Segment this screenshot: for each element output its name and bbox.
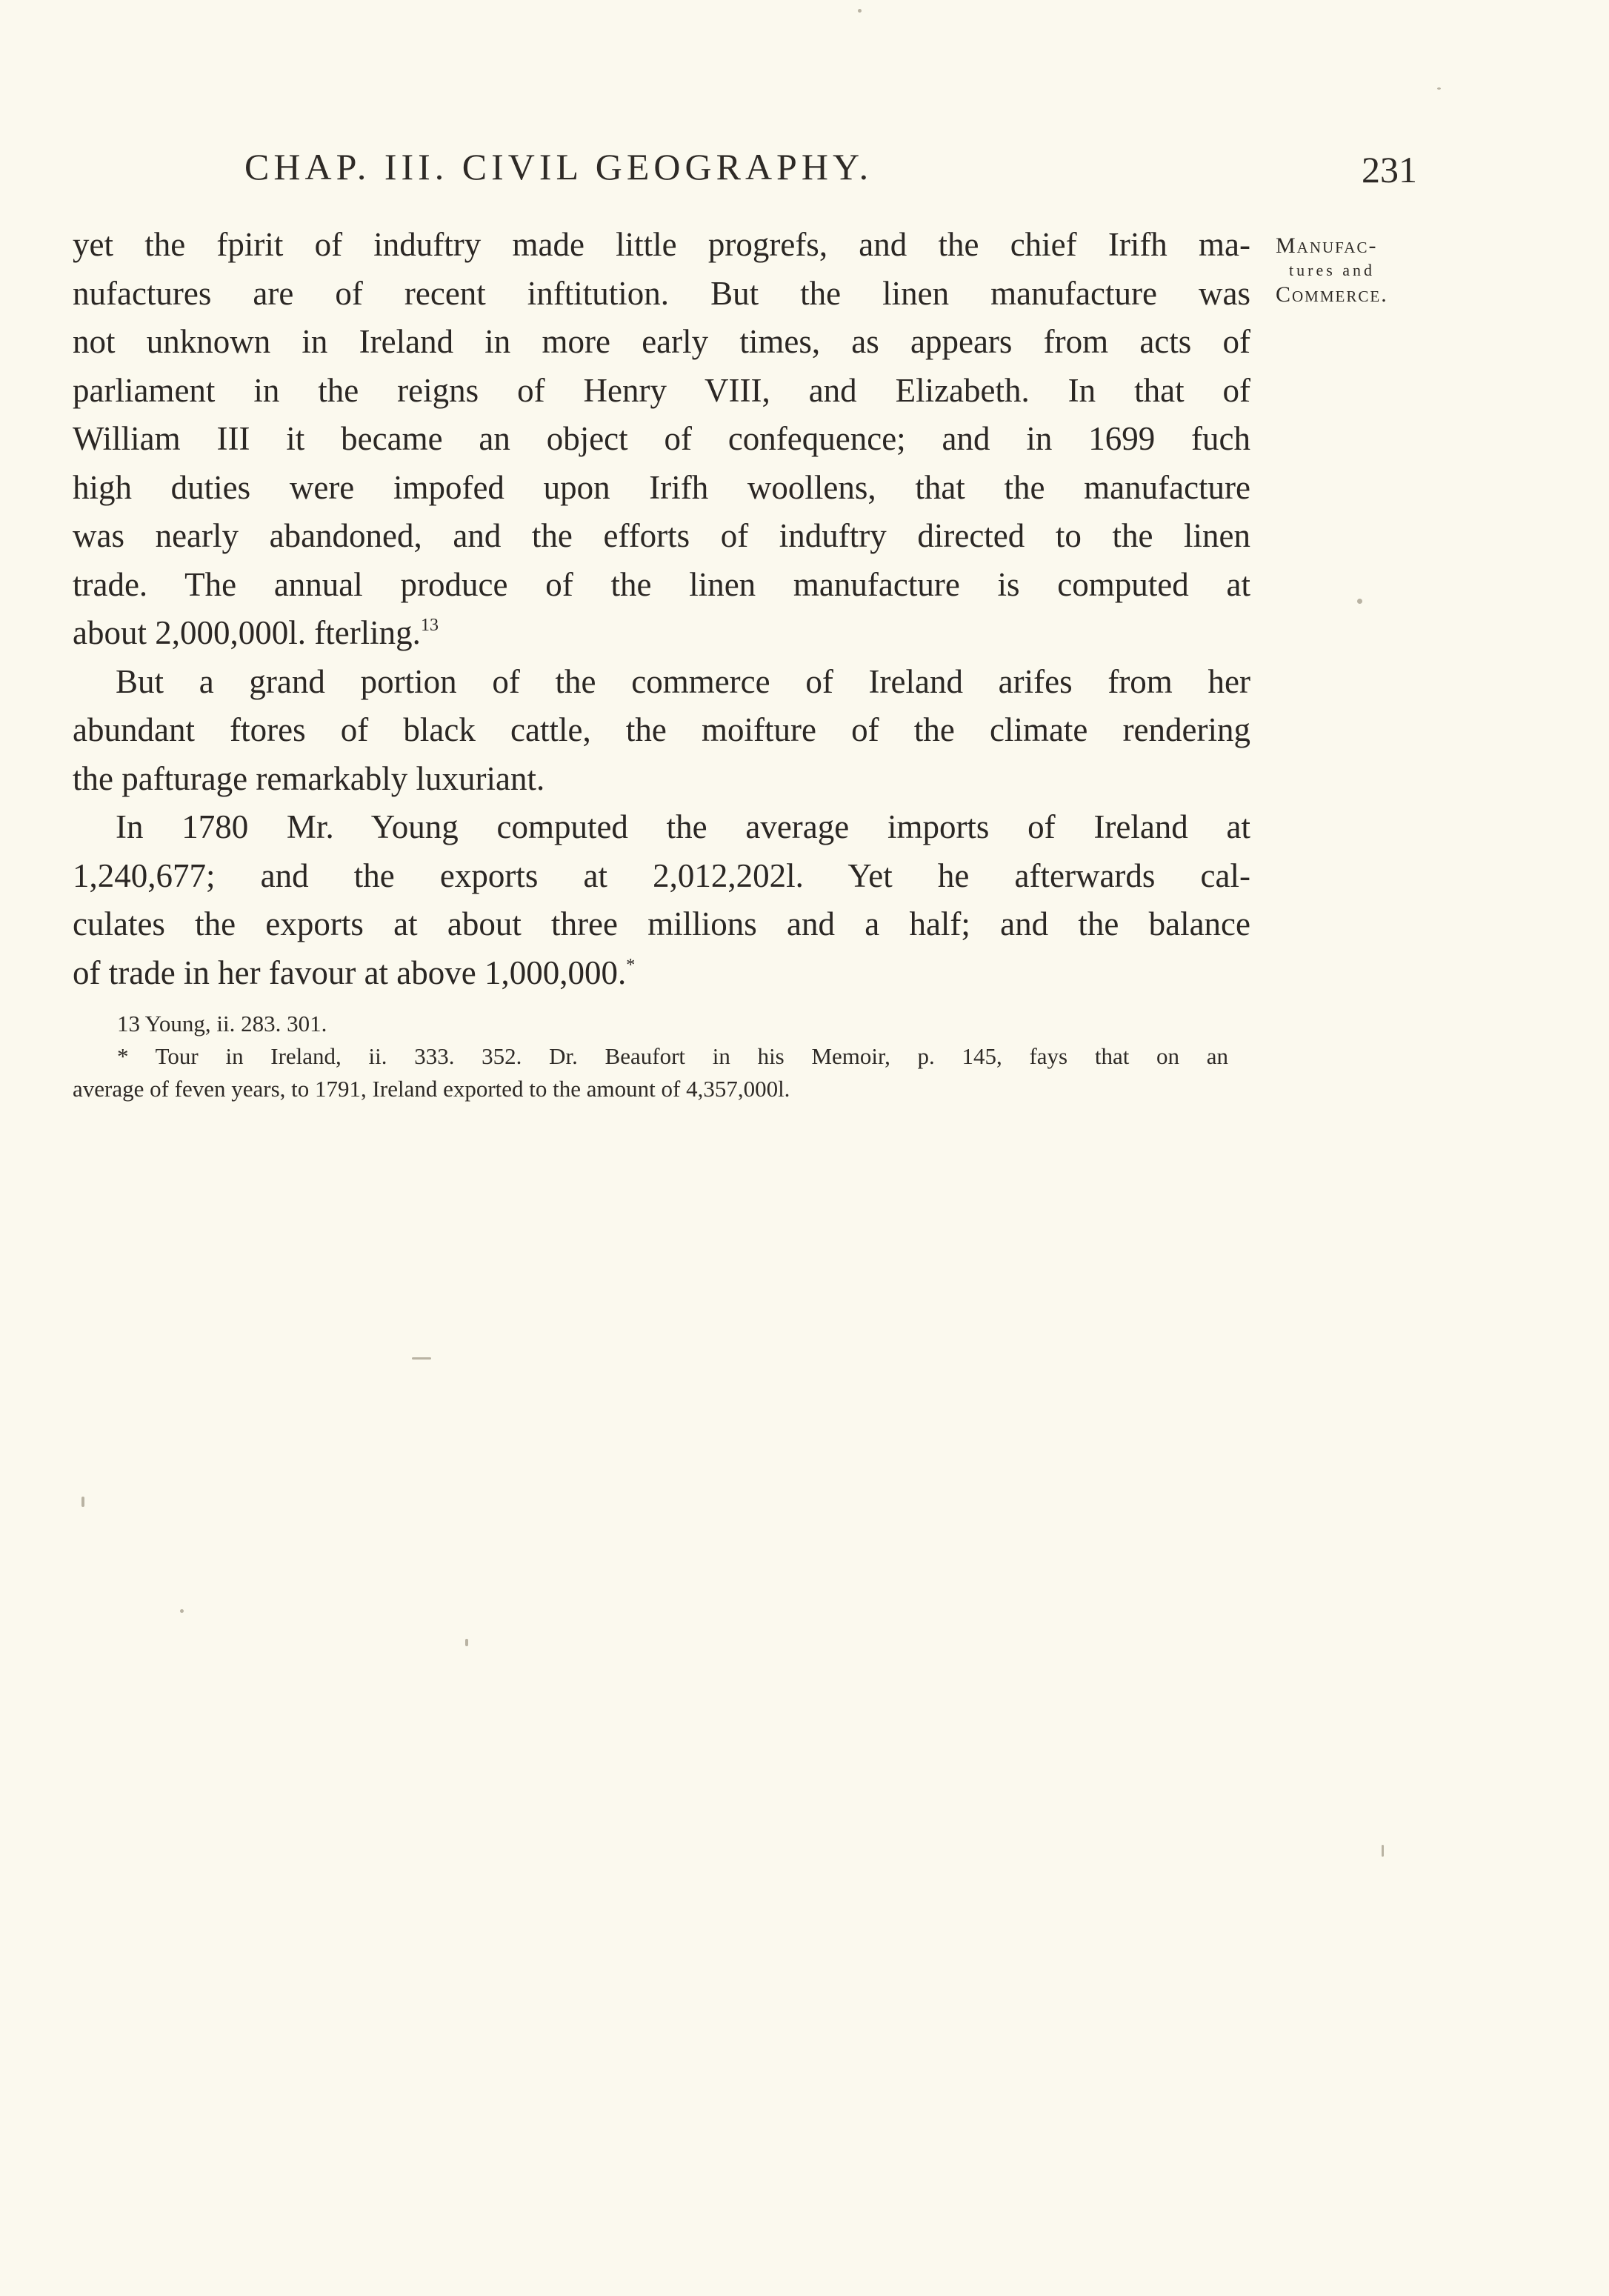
- body-line: the pafturage remarkably luxuriant.: [73, 759, 545, 797]
- marginal-note-line-1: Manufac-: [1276, 233, 1378, 258]
- paper-speck: [1382, 1845, 1384, 1857]
- body-line: nufactures are of recent inftitution. But the linen manufacture was: [73, 274, 1250, 312]
- body-line: abundant ftores of black cattle, the moifture of the climate rendering: [73, 711, 1250, 748]
- paper-speck: [180, 1609, 184, 1613]
- page-number: 231: [1362, 149, 1417, 190]
- marginal-note: [1276, 231, 1446, 310]
- footnote-star-line-2: average of feven years, to 1791, Ireland exported to the amount of 4,357,000l.: [73, 1076, 790, 1102]
- footnotes: [73, 1008, 1228, 1105]
- paper-speck: [465, 1639, 468, 1646]
- body-line: 1,240,677; and the exports at 2,012,202l. Yet he afterwards cal-: [73, 856, 1250, 894]
- body-line-with-ref: [73, 949, 1250, 998]
- footnote-ref-13: 13: [420, 616, 439, 635]
- running-head: CHAP. III. CIVIL GEOGRAPHY.: [244, 146, 873, 187]
- body-line-with-ref: [73, 609, 1250, 658]
- body-line: William III it became an object of confequence; and in 1699 fuch: [73, 420, 1250, 457]
- body-line: trade. The annual produce of the linen manufacture is computed at: [73, 565, 1250, 603]
- paper-speck: [1437, 87, 1441, 90]
- body-line: was nearly abandoned, and the efforts of induftry directed to the linen: [73, 517, 1250, 554]
- body-line: yet the fpirit of induftry made little progrefs, and the chief Irifh ma-: [73, 226, 1250, 263]
- marginal-note-line-3: Commerce.: [1276, 282, 1388, 307]
- footnote-13: 13 Young, ii. 283. 301.: [117, 1011, 327, 1036]
- paper-speck: [858, 9, 862, 13]
- body-line: parliament in the reigns of Henry VIII, and Elizabeth. In that of: [73, 371, 1250, 409]
- paper-speck: [81, 1497, 84, 1507]
- body-line-text: about 2,000,000l. fterling.: [73, 614, 421, 651]
- footnote-ref-star: *: [626, 955, 636, 975]
- footnote-star-line-1: * Tour in Ireland, ii. 333. 352. Dr. Beaufort in his Memoir, p. 145, fays that on an: [117, 1043, 1228, 1069]
- marginal-note-line-2: tures and: [1289, 261, 1376, 279]
- body-line: In 1780 Mr. Young computed the average imports of Ireland at: [116, 808, 1250, 845]
- paper-speck: [412, 1357, 431, 1360]
- body-text: [73, 221, 1250, 997]
- body-line: high duties were impofed upon Irifh woollens, that the manufacture: [73, 468, 1250, 506]
- body-line-text: of trade in her favour at above 1,000,000.: [73, 954, 627, 991]
- body-line: not unknown in Ireland in more early times, as appears from acts of: [73, 323, 1250, 360]
- body-line: culates the exports at about three millions and a half; and the balance: [73, 905, 1250, 942]
- paper-speck: [1357, 599, 1362, 604]
- body-line: But a grand portion of the commerce of Ireland arifes from her: [116, 662, 1250, 700]
